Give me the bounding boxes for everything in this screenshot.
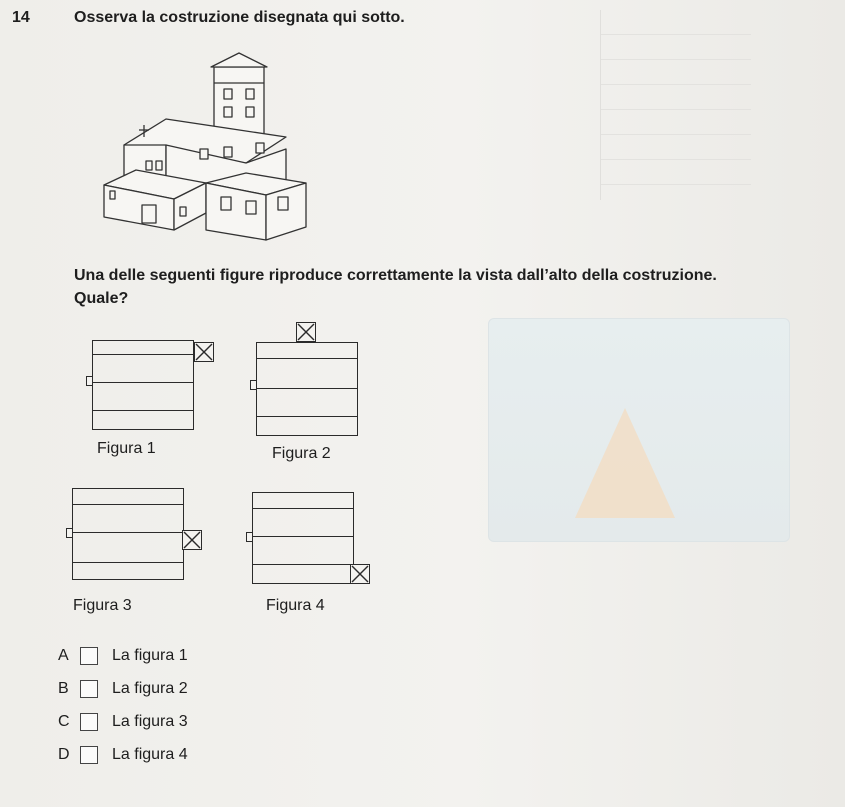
- option-b-checkbox[interactable]: [80, 680, 98, 698]
- option-d-checkbox[interactable]: [80, 746, 98, 764]
- figure-2: [248, 318, 368, 438]
- option-c-checkbox[interactable]: [80, 713, 98, 731]
- figure-3-tower-square: [182, 530, 202, 550]
- figure-3: [64, 484, 214, 584]
- option-a-checkbox[interactable]: [80, 647, 98, 665]
- show-through-pyramid: [575, 408, 675, 518]
- option-d[interactable]: [58, 743, 188, 767]
- option-b[interactable]: [58, 677, 188, 701]
- figure-4-outline: [252, 492, 354, 584]
- figure-1-label: Figura 1: [97, 440, 156, 457]
- building-illustration: [96, 45, 321, 245]
- figure-2-tower-square: [296, 322, 316, 342]
- option-b-text: La figura 2: [112, 680, 188, 697]
- figure-3-tab: [66, 528, 73, 538]
- figure-4-label: Figura 4: [266, 597, 325, 614]
- figure-2-label: Figura 2: [272, 445, 331, 462]
- figure-2-outline: [256, 342, 358, 436]
- figure-2-tab: [250, 380, 257, 390]
- question-prompt: Una delle seguenti figure riproduce correttamente la vista dall’alto della costruzione. Quale?: [74, 267, 717, 307]
- option-c-letter: C: [58, 713, 70, 730]
- option-c[interactable]: [58, 710, 188, 734]
- option-b-letter: B: [58, 680, 69, 697]
- option-a[interactable]: [58, 644, 188, 668]
- figure-1-tab: [86, 376, 93, 386]
- figure-4-tab: [246, 532, 253, 542]
- question-number: 14: [12, 9, 30, 26]
- option-d-text: La figura 4: [112, 746, 188, 763]
- option-d-letter: D: [58, 746, 70, 763]
- figure-4: [244, 488, 384, 594]
- question-title: Osserva la costruzione disegnata qui sotto.: [74, 9, 405, 26]
- figure-1: [86, 336, 226, 436]
- figure-4-tower-square: [350, 564, 370, 584]
- figure-1-tower-square: [194, 342, 214, 362]
- show-through-table: [600, 10, 751, 200]
- option-a-letter: A: [58, 647, 69, 664]
- option-a-text: La figura 1: [112, 647, 188, 664]
- option-c-text: La figura 3: [112, 713, 188, 730]
- figure-3-outline: [72, 488, 184, 580]
- figure-3-label: Figura 3: [73, 597, 132, 614]
